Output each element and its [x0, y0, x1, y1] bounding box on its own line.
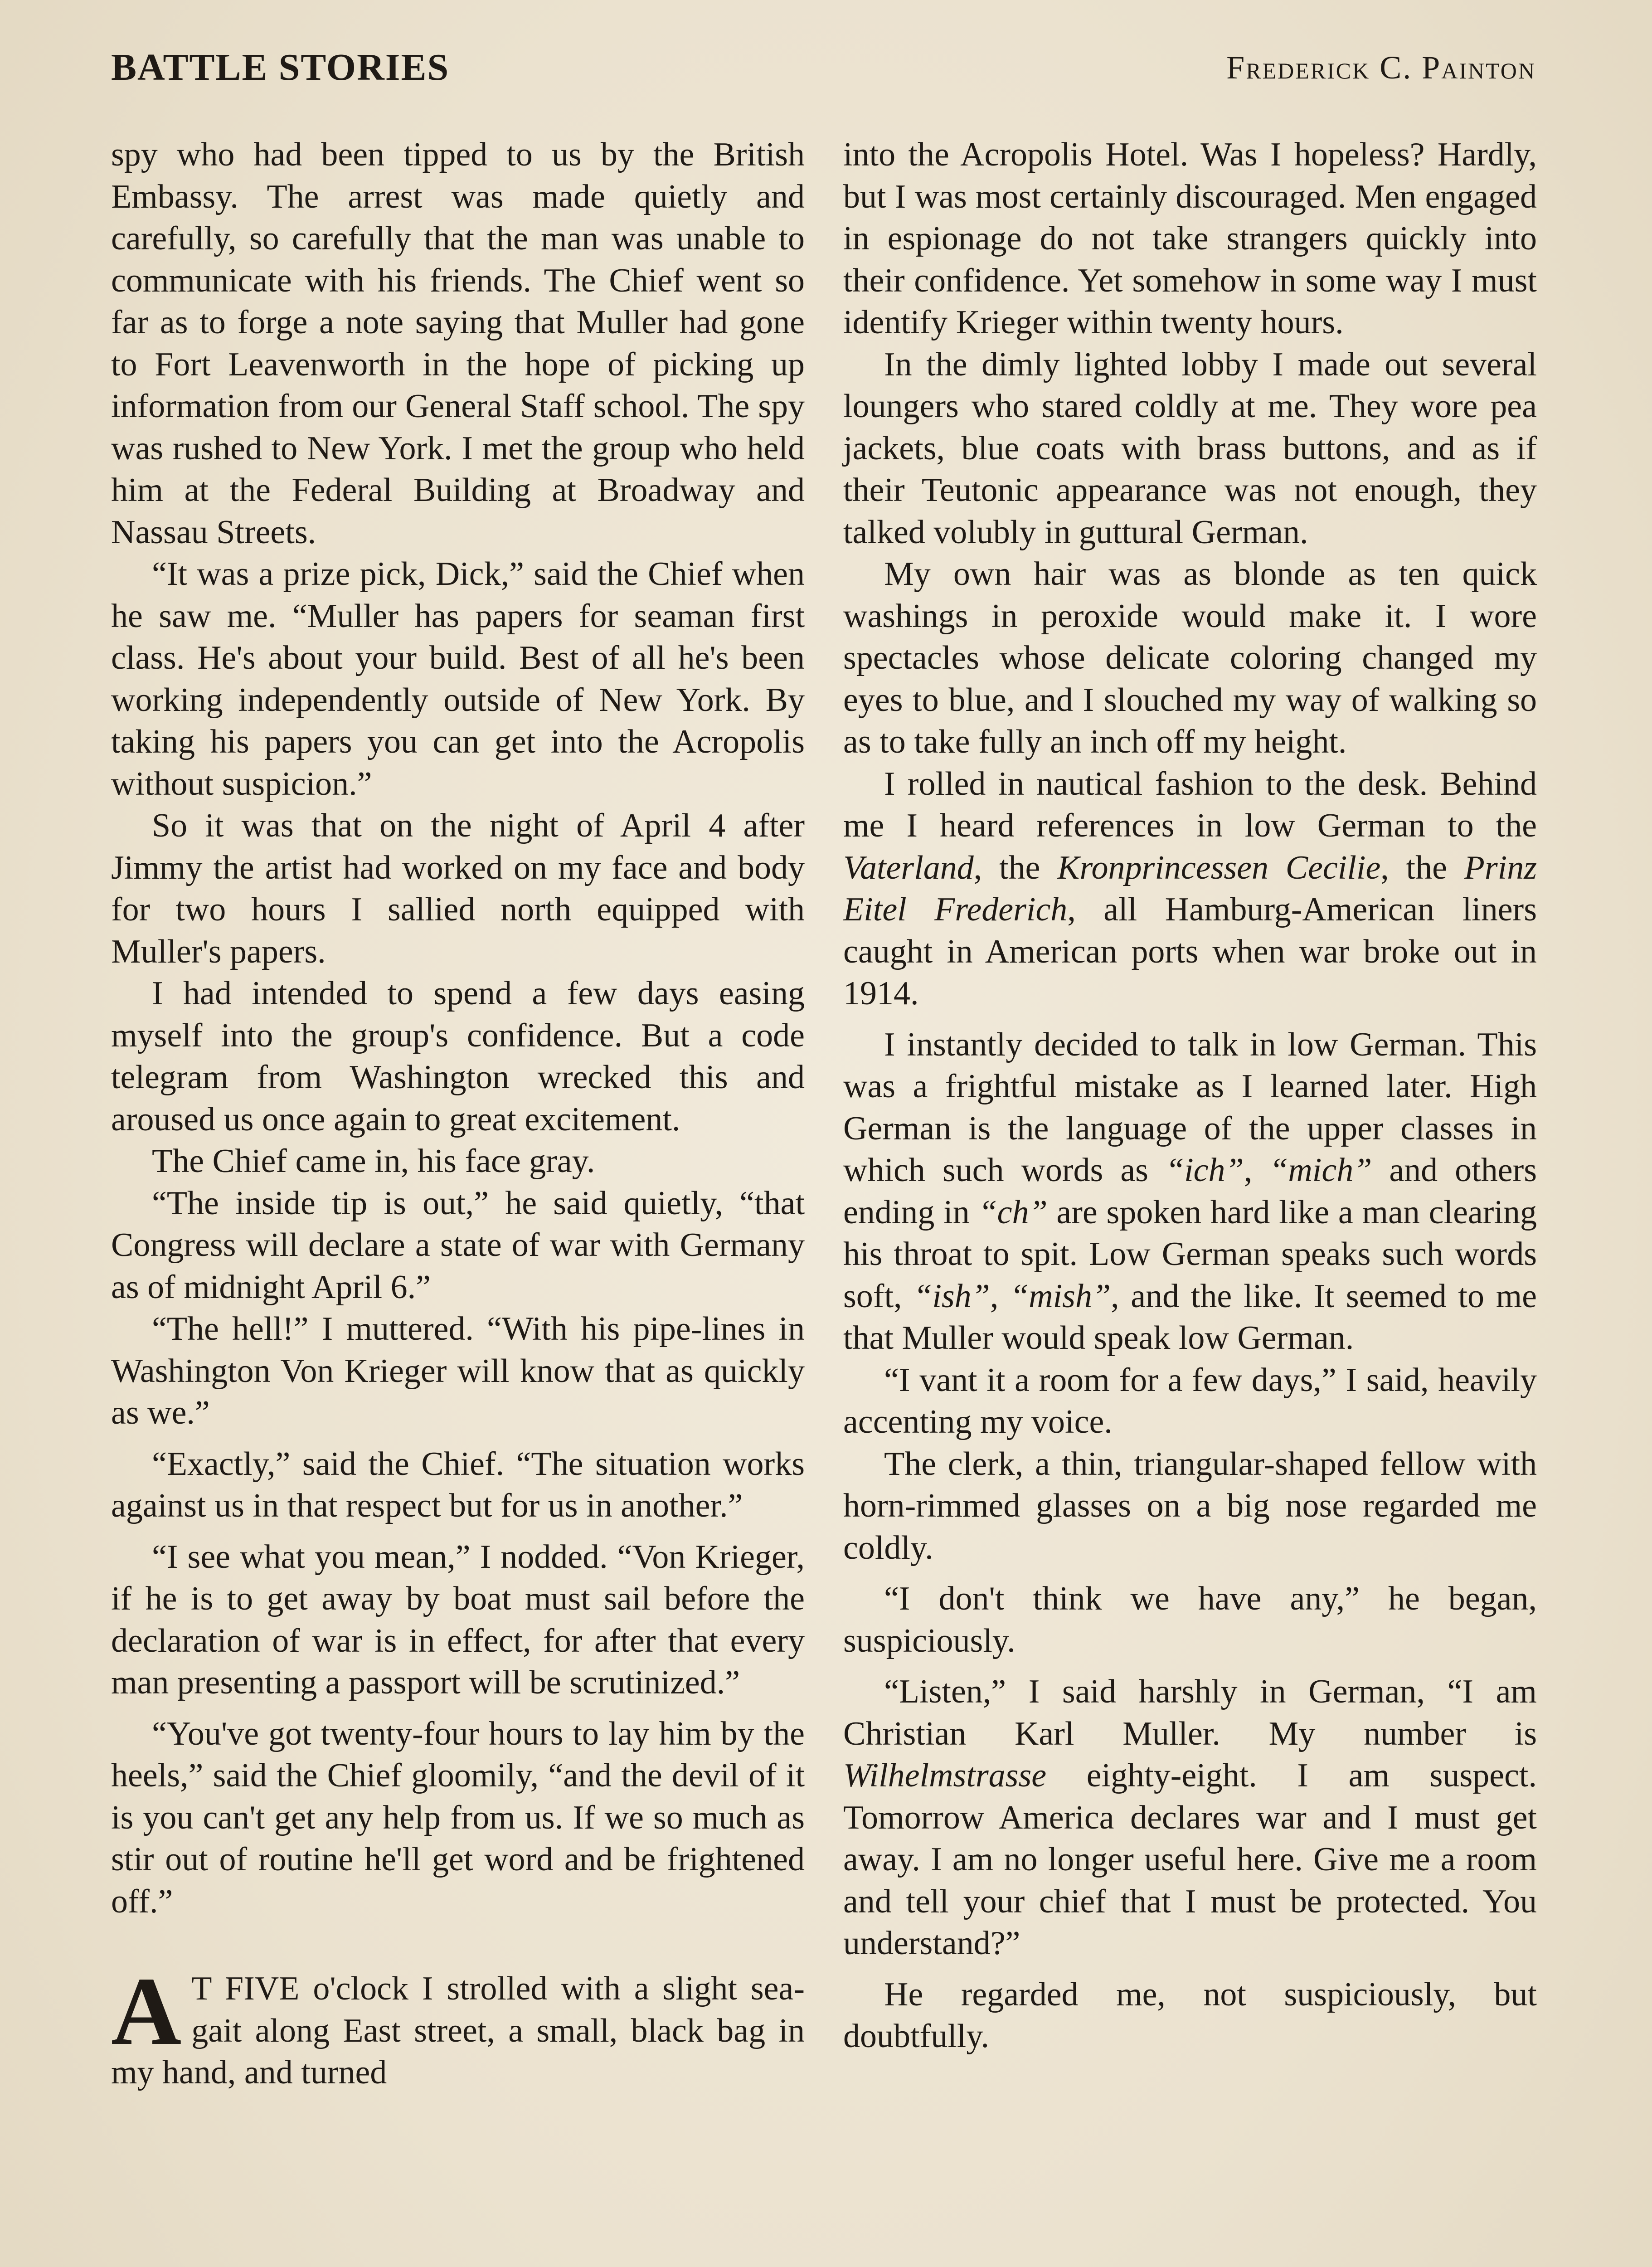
paragraph: “I see what you mean,” I nodded. “Von Krieger, if he is to get away by boat must sail before the declaration of war is in effect, for after that every man presenting a passport will be scrutinized.” [111, 1538, 805, 1701]
text-run: , the [1380, 849, 1464, 886]
ship-name: Prinz Eitel Frederich [843, 849, 1537, 928]
text-run: , [990, 1277, 1011, 1315]
text-run: “Listen,” I said harshly in German, “I am Christian Karl Muller. My number is [843, 1673, 1537, 1752]
ship-name: Kronprincessen Cecilie [1057, 849, 1381, 886]
author-name: Frederick C. Painton [1226, 49, 1536, 86]
section-start-paragraph [111, 1957, 805, 2094]
paragraph: “The hell!” I muttered. “With his pipe-lines in Washington Von Krieger will know that as quickly as we.” [111, 1310, 805, 1431]
drop-cap: A [111, 1957, 182, 2065]
text-run: eighty-eight. I am suspect. Tomorrow America declares war and I must get away. I am no longer useful here. Give me a room and tell your chief that I must be protected. You understand?” [843, 1757, 1537, 1962]
running-header [111, 45, 1536, 100]
german-word: “mish” [1010, 1277, 1111, 1315]
text-run: I rolled in nautical fashion to the desk. Behind me I heard references in low German to the [843, 765, 1537, 844]
text-run: , [1244, 1152, 1270, 1189]
paragraph: He regarded me, not suspiciously, but doubtfully. [843, 1975, 1537, 2055]
ship-name: Vaterland [843, 849, 974, 886]
paragraph: into the Acropolis Hotel. Was I hopeless? Hardly, but I was most certainly discouraged. Men engaged in espionage do not take strangers quickly into their confidence. Yet somehow in some way I must identify Krieger within twenty hours. [843, 136, 1537, 341]
german-word: “mich” [1269, 1152, 1372, 1189]
street-name: Wilhelmstrasse [843, 1757, 1047, 1794]
paragraph: The clerk, a thin, triangular-shaped fellow with horn-rimmed glasses on a big nose regarded me coldly. [843, 1445, 1537, 1566]
paragraph [843, 1024, 1537, 1359]
german-word: “ch” [978, 1193, 1048, 1231]
paragraph: So it was that on the night of April 4 after Jimmy the artist had worked on my face and body for two hours I sallied north equipped with Muller's papers. [111, 807, 805, 970]
german-word: “ish” [913, 1277, 990, 1315]
text-run: are spoken hard like a man clearing his throat to spit. Low German speaks such words soft, [843, 1193, 1537, 1315]
text-run: and others ending in [843, 1152, 1537, 1231]
paragraph: “You've got twenty-four hours to lay him by the heels,” said the Chief gloomily, “and the devil of it is you can't get any help from us. If we so much as stir out of routine he'll get word and be frightened off.” [111, 1715, 805, 1920]
paragraph: I had intended to spend a few days easing myself into the group's confidence. But a code telegram from Washington wrecked this and aroused us once again to great excitement. [111, 975, 805, 1138]
paragraph: “Exactly,” said the Chief. “The situation works against us in that respect but for us in another.” [111, 1445, 805, 1524]
paragraph: “It was a prize pick, Dick,” said the Chief when he saw me. “Muller has papers for seaman first class. He's about your build. Best of all he's been working independently outside of New York. By taking his papers you can get into the Acropolis without suspicion.” [111, 555, 805, 803]
text-run: , and the like. It seemed to me that Muller would speak low German. [843, 1277, 1537, 1357]
paragraph: “I vant it a room for a few days,” I said, heavily accenting my voice. [843, 1361, 1537, 1440]
text-run: , all Hamburg-American liners caught in American ports when war broke out in 1914. [843, 891, 1537, 1012]
left-column [111, 134, 805, 2094]
text-run: I instantly decided to talk in low German. This was a frightful mistake as I learned later. High German is the language of the upper classes in which such words as [843, 1026, 1537, 1189]
right-column [843, 134, 1537, 2058]
paragraph: My own hair was as blonde as ten quick washings in peroxide would make it. I wore spectacles whose delicate coloring changed my eyes to blue, and I slouched my way of walking so as to take fully an inch off my height. [843, 555, 1537, 760]
paragraph: spy who had been tipped to us by the British Embassy. The arrest was made quietly and carefully, so carefully that the man was unable to communicate with his friends. The Chief went so far as to forge a note saying that Muller had gone to Fort Leavenworth in the hope of picking up information from our General Staff school. The spy was rushed to New York. I met the group who held him at the Federal Building at Broadway and Nassau Streets. [111, 136, 805, 551]
text-run: , the [973, 849, 1058, 886]
paragraph: In the dimly lighted lobby I made out several loungers who stared coldly at me. They wore pea jackets, blue coats with brass buttons, and as if their Teutonic appearance was not enough, they talked volubly in guttural German. [843, 345, 1537, 551]
paragraph-text: T FIVE o'clock I strolled with a slight sea-gait along East street, a small, black bag in my hand, and turned [111, 1970, 805, 2091]
paragraph [843, 1671, 1537, 1965]
paragraph: “The inside tip is out,” he said quietly, “that Congress will declare a state of war with Germany as of midnight April 6.” [111, 1184, 805, 1306]
magazine-title: BATTLE STORIES [111, 46, 450, 88]
german-word: “ich” [1165, 1152, 1244, 1189]
paragraph [843, 763, 1537, 1015]
paragraph: The Chief came in, his face gray. [152, 1143, 595, 1180]
paragraph: “I don't think we have any,” he began, suspiciously. [843, 1580, 1537, 1659]
